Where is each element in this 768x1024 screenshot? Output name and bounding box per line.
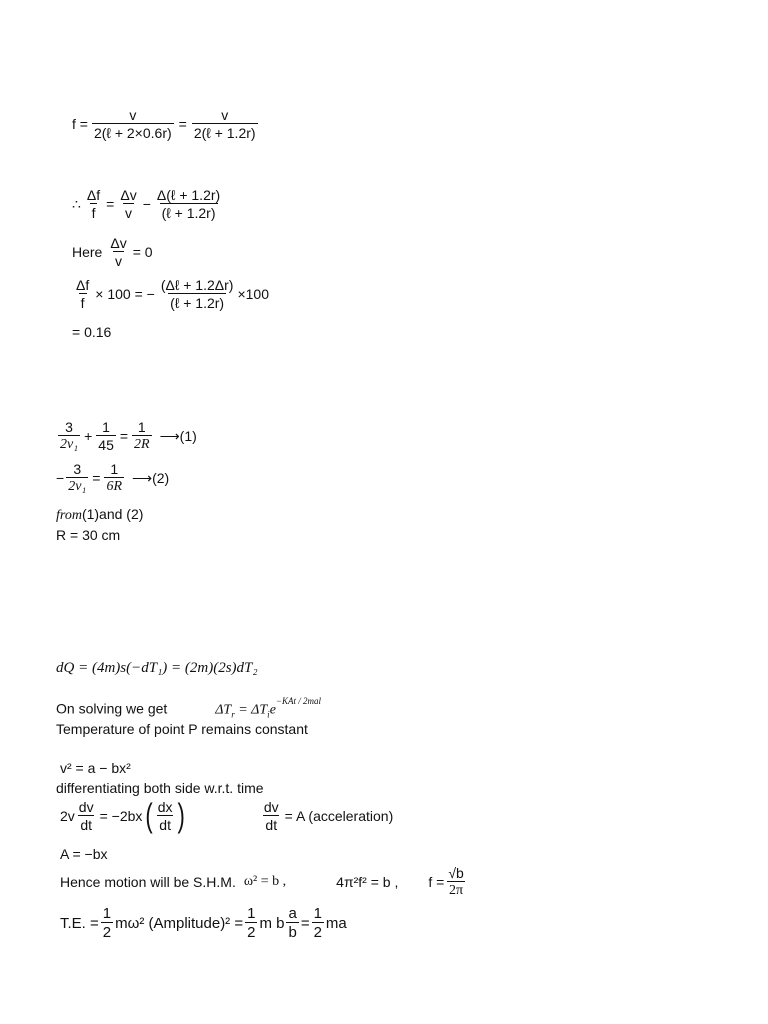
shm5-four: 4π²f² = b , bbox=[336, 874, 399, 890]
shm6-fraction-3 bbox=[286, 906, 298, 940]
eq4-fraction-1 bbox=[74, 278, 91, 310]
lens2-d2: 6R bbox=[106, 479, 123, 494]
shm6-n3: a bbox=[288, 905, 297, 922]
lens2-minus: − bbox=[56, 470, 65, 486]
shm6-ma: ma bbox=[325, 914, 347, 932]
equation-relative-change bbox=[72, 188, 224, 220]
eq3-d: v bbox=[115, 253, 123, 269]
shm6-fraction-2 bbox=[245, 906, 257, 940]
lens1-d3: 2R bbox=[134, 437, 150, 452]
eq2-fraction-2 bbox=[118, 188, 138, 220]
lens-equation-1 bbox=[56, 420, 197, 452]
lens1-d1: 2v₁ bbox=[60, 437, 79, 452]
eq4-fraction-2 bbox=[159, 278, 236, 310]
shm5-text: Hence motion will be S.H.M. bbox=[60, 874, 236, 890]
shm5-den: 2π bbox=[449, 883, 464, 898]
eq4-mid: × 100 = − bbox=[95, 286, 155, 302]
lens1-plus: + bbox=[84, 428, 93, 444]
eq4-n2: (Δℓ + 1.2Δr) bbox=[160, 277, 234, 293]
lens1-n2: 1 bbox=[102, 419, 110, 435]
eq2-n1: Δf bbox=[86, 187, 101, 203]
eq3-n: Δv bbox=[110, 235, 127, 251]
shm6-d1: 2 bbox=[102, 924, 112, 941]
eq1-fraction-2 bbox=[192, 108, 258, 140]
shm-acceleration: A = −bx bbox=[60, 846, 108, 862]
shm6-n1: 1 bbox=[102, 905, 112, 922]
eq2-n3: Δ(ℓ + 1.2r) bbox=[156, 187, 221, 203]
shm5-num: √b bbox=[448, 865, 464, 881]
shm6-d2: 2 bbox=[247, 924, 256, 941]
eq2-n2: Δv bbox=[120, 187, 137, 203]
heat2-text: On solving we get bbox=[56, 700, 168, 717]
shm3-fraction-2 bbox=[156, 800, 175, 832]
shm6-d3: b bbox=[288, 924, 297, 941]
lens2-fraction-1 bbox=[66, 462, 88, 494]
shm5-fraction bbox=[446, 866, 465, 898]
eq2-fraction-3 bbox=[155, 188, 222, 220]
eq2-minus: − bbox=[142, 196, 151, 212]
lens1-d2: 45 bbox=[98, 437, 114, 453]
shm3-n2: dx bbox=[157, 799, 173, 815]
lens1-fraction-3 bbox=[132, 420, 152, 452]
eq4-d1: f bbox=[80, 295, 85, 311]
shm3-accel: = A (acceleration) bbox=[284, 808, 394, 824]
shm-derivative-equation bbox=[60, 796, 394, 834]
eq2-equals: = bbox=[106, 196, 115, 212]
heat2-sub2: i bbox=[267, 709, 270, 720]
equation-percentage bbox=[72, 278, 269, 310]
lens2-n2: 1 bbox=[110, 461, 119, 477]
eq3-rhs: = 0 bbox=[132, 244, 153, 260]
shm6-fraction-1 bbox=[101, 906, 113, 940]
heat2-e: e bbox=[269, 702, 276, 718]
heat-solving-line bbox=[56, 696, 321, 720]
shm3-d1: dt bbox=[80, 817, 93, 833]
eq4-d2: (ℓ + 1.2r) bbox=[170, 295, 225, 311]
shm6-d4: 2 bbox=[313, 924, 322, 941]
lens-from-line bbox=[56, 506, 143, 524]
shm3-n3: dv bbox=[263, 799, 279, 815]
shm3-d3: dt bbox=[265, 817, 278, 833]
shm5-f: f = bbox=[428, 874, 445, 890]
shm6-te: T.E. = bbox=[60, 914, 99, 932]
eq2-fraction-1 bbox=[85, 188, 102, 220]
eq2-d3: (ℓ + 1.2r) bbox=[161, 205, 216, 221]
lens-equation-2 bbox=[56, 462, 169, 494]
shm6-mb: m b bbox=[259, 914, 285, 932]
eq1-den1: 2(ℓ + 2×0.6r) bbox=[93, 125, 172, 141]
shm3-paren-left: ( bbox=[145, 796, 153, 834]
lens1-n1: 3 bbox=[65, 419, 73, 435]
shm-velocity-equation: v² = a − bx² bbox=[60, 760, 131, 776]
eq3-here: Here bbox=[72, 244, 103, 260]
shm-conclusion bbox=[60, 866, 468, 898]
lens3-from: from bbox=[56, 508, 82, 523]
shm6-fraction-4 bbox=[312, 906, 324, 940]
lens1-fraction-2 bbox=[96, 420, 116, 452]
eq1-lhs: f = bbox=[72, 116, 88, 132]
shm3-d2: dt bbox=[159, 817, 171, 833]
shm6-n4: 1 bbox=[313, 905, 322, 922]
shm6-mid: mω² (Amplitude)² = bbox=[115, 914, 244, 932]
eq1-den2: 2(ℓ + 1.2r) bbox=[193, 125, 256, 141]
equation-result: = 0.16 bbox=[72, 324, 112, 340]
lens1-n3: 1 bbox=[137, 419, 146, 435]
eq1-equals: = bbox=[178, 116, 187, 132]
lens2-label: ⟶(2) bbox=[132, 470, 170, 486]
shm6-equals: = bbox=[300, 914, 310, 932]
heat2-delta-t: ΔT bbox=[215, 702, 232, 718]
eq2-d1: f bbox=[91, 205, 96, 221]
shm3-pre: 2v bbox=[60, 808, 75, 824]
eq4-n1: Δf bbox=[76, 277, 90, 293]
equation-here bbox=[72, 236, 153, 268]
eq3-fraction bbox=[108, 236, 128, 268]
lens1-fraction-1 bbox=[58, 420, 80, 452]
eq4-tail: ×100 bbox=[237, 286, 269, 302]
lens1-label: ⟶(1) bbox=[159, 428, 197, 444]
lens2-fraction-2 bbox=[104, 462, 124, 494]
heat2-sub1: r bbox=[231, 709, 235, 720]
lens2-d1: 2v₁ bbox=[68, 479, 87, 494]
heat2-exponent: −KAt / 2mal bbox=[275, 696, 321, 706]
lens3-rest: (1)and (2) bbox=[81, 506, 144, 522]
heat-equation: dQ = (4m)s(−dT₁) = (2m)(2s)dT₂ bbox=[56, 660, 258, 676]
eq1-fraction-1 bbox=[92, 108, 174, 140]
eq1-num2: v bbox=[221, 107, 229, 123]
shm5-omega: ω² = b , bbox=[243, 874, 287, 889]
shm3-n1: dv bbox=[78, 799, 94, 815]
heat2-formula bbox=[215, 696, 321, 720]
shm6-n2: 1 bbox=[247, 905, 256, 922]
eq2-therefore: ∴ bbox=[72, 196, 81, 212]
shm3-mid: = −2bx bbox=[99, 808, 143, 824]
shm-total-energy bbox=[60, 906, 347, 940]
lens2-n1: 3 bbox=[73, 461, 82, 477]
eq1-num1: v bbox=[129, 107, 137, 123]
lens1-equals: = bbox=[119, 428, 129, 444]
lens-result: R = 30 cm bbox=[56, 527, 121, 543]
shm3-fraction-3 bbox=[262, 800, 281, 832]
eq2-d2: v bbox=[125, 205, 133, 221]
shm3-paren-right: ) bbox=[177, 796, 185, 834]
shm3-fraction-1 bbox=[77, 800, 96, 832]
heat2-mid: = ΔT bbox=[234, 702, 268, 718]
shm-differentiating: differentiating both side w.r.t. time bbox=[56, 780, 264, 796]
heat-constant-note: Temperature of point P remains constant bbox=[56, 721, 308, 737]
equation-frequency bbox=[72, 108, 260, 140]
lens2-equals: = bbox=[92, 470, 101, 486]
